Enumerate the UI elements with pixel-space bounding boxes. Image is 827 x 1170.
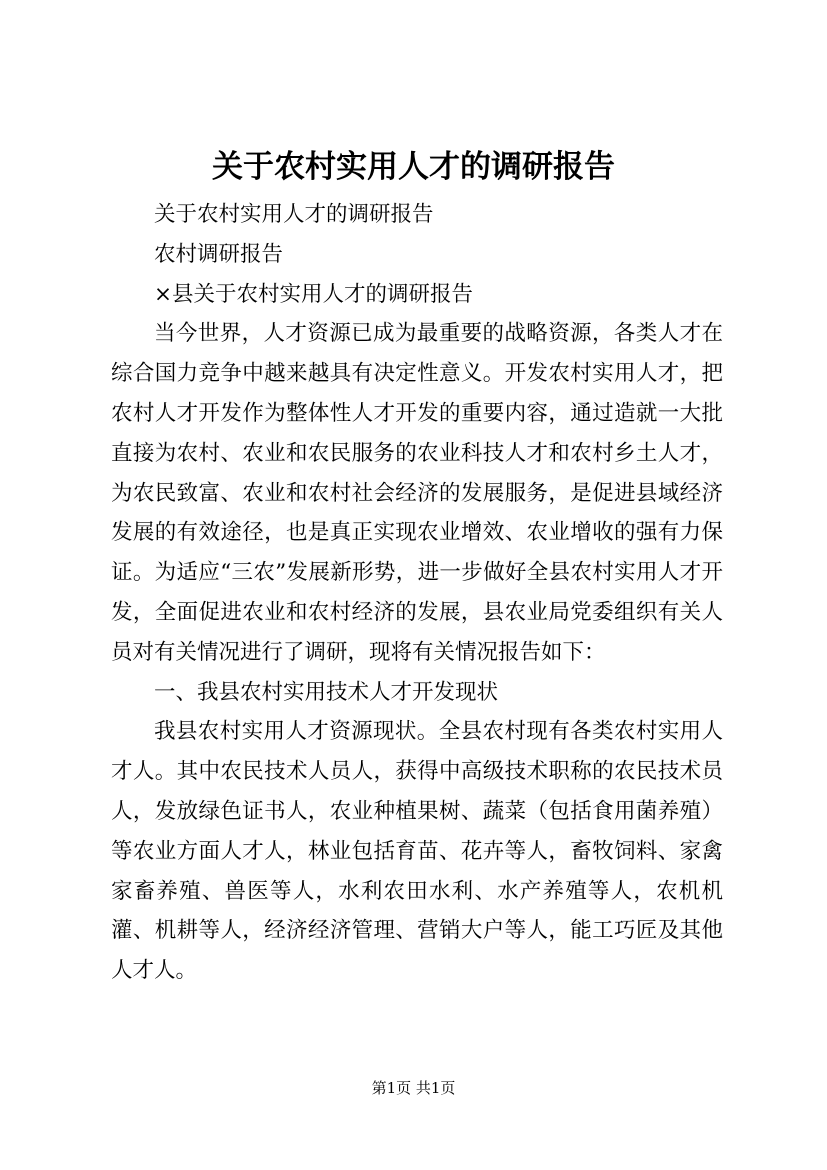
paragraph-intro: 当今世界，人才资源已成为最重要的战略资源，各类人才在综合国力竞争中越来越具有决定性意义。开发农村实用人才，把农村人才开发作为整体性人才开发的重要内容，通过造就一大批直接为农村、农业和农民服务的农业科技人才和农村乡土人才，为农民致富、农业和农村社会经济的发展服务，是促进县域经济发展的有效途径，也是真正实现农业增效、农业增收的强有力保证。为适应“三农”发展新形势，进一步做好全县农村实用人才开发，全面促进农业和农村经济的发展，县农业局党委组织有关人员对有关情况进行了调研，现将有关情况报告如下： (111, 321, 723, 665)
section-heading: 一、我县农村实用技术人才开发现状 (154, 679, 499, 705)
paragraph-subtitle: 关于农村实用人才的调研报告 (154, 202, 434, 227)
paragraph-status: 我县农村实用人才资源现状。全县农村现有各类农村实用人才人。其中农民技术人员人，获得中高级技术职称的农民技术员人，发放绿色证书人，农业种植果树、蔬菜（包括食用菌养殖）等农业方面人才人，林业包括育苗、花卉等人，畜牧饲料、家禽家畜养殖、兽医等人，水利农田水利、水产养殖等人，农机机灌、机耕等人，经济经济管理、营销大户等人，能工巧匠及其他人才人。 (111, 719, 723, 984)
paragraph-category: 农村调研报告 (154, 241, 284, 267)
page-number-footer: 第1页 共1页 (371, 1079, 456, 1097)
paragraph-report-name: ×县关于农村实用人才的调研报告 (154, 281, 474, 307)
document-title: 关于农村实用人才的调研报告 (212, 149, 615, 185)
document-body (111, 195, 723, 991)
